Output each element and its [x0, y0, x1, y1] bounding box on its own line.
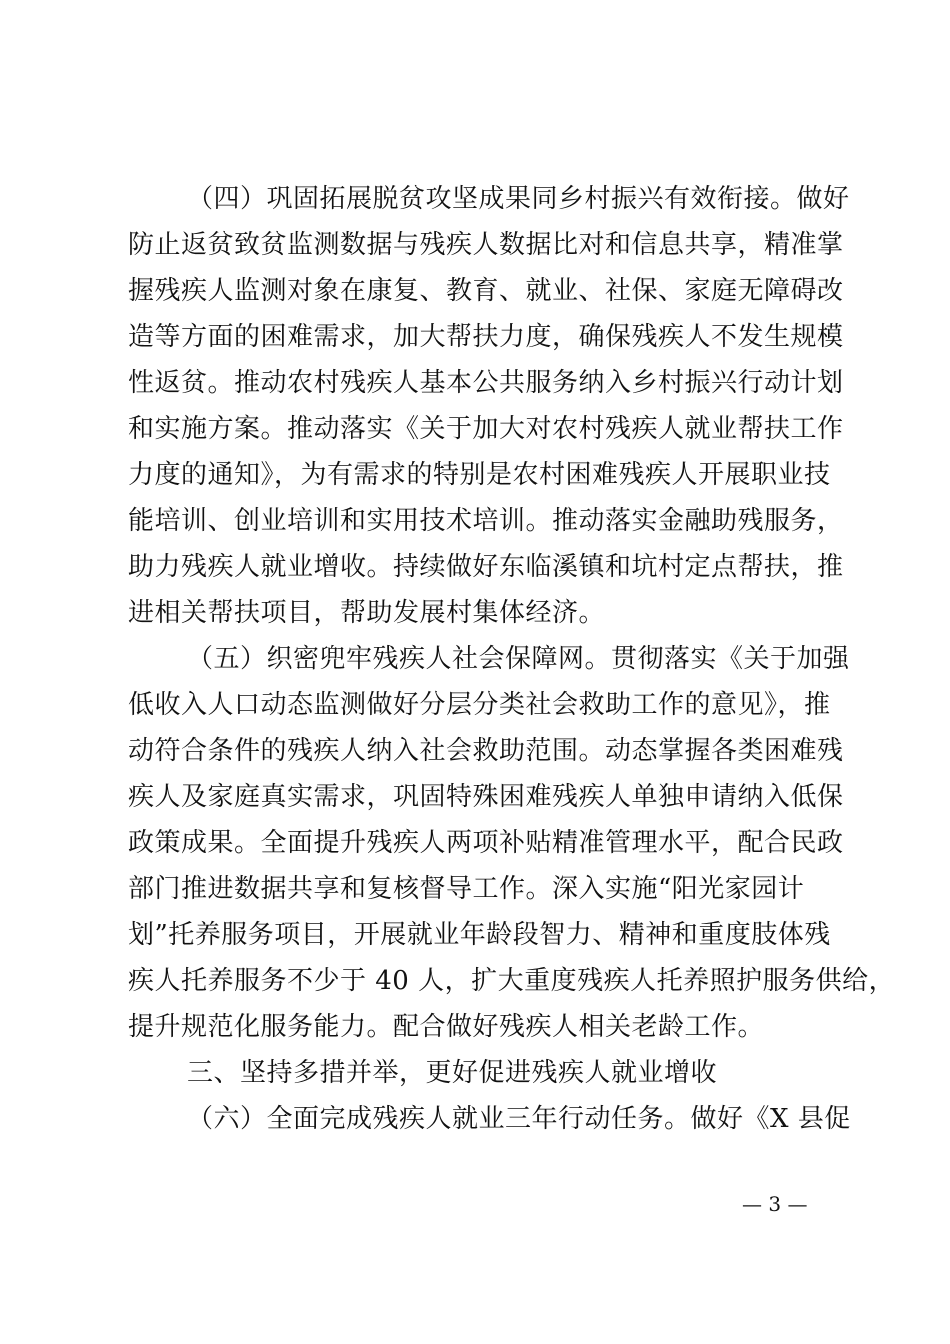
paragraph-4-line-6: 和实施方案。推动落实《关于加大对农村残疾人就业帮扶工作 [128, 414, 844, 444]
paragraph-5-line-9: 提升规范化服务能力。配合做好残疾人相关老龄工作。 [128, 1012, 765, 1042]
paragraph-4-line-10: 进相关帮扶项目，帮助发展村集体经济。 [128, 598, 606, 628]
paragraph-5-line-7: 划”托养服务项目，开展就业年龄段智力、精神和重度肢体残 [128, 920, 831, 950]
paragraph-5-line-1: （五）织密兜牢残疾人社会保障网。贯彻落实《关于加强 [187, 644, 850, 674]
paragraph-5-line-4: 疾人及家庭真实需求，巩固特殊困难残疾人单独申请纳入低保 [128, 782, 844, 812]
paragraph-5-line-8: 疾人托养服务不少于 40 人，扩大重度残疾人托养照护服务供给， [128, 966, 896, 996]
paragraph-5-line-5: 政策成果。全面提升残疾人两项补贴精准管理水平，配合民政 [128, 828, 844, 858]
paragraph-5-line-6: 部门推进数据共享和复核督导工作。深入实施“阳光家园计 [128, 874, 805, 904]
paragraph-5-line-2: 低收入人口动态监测做好分层分类社会救助工作的意见》，推 [128, 690, 831, 720]
page-number: — 3 — [742, 1192, 808, 1216]
paragraph-4-line-2: 防止返贫致贫监测数据与残疾人数据比对和信息共享，精准掌 [128, 230, 844, 260]
paragraph-4-line-7: 力度的通知》，为有需求的特别是农村困难残疾人开展职业技 [128, 460, 831, 490]
paragraph-4-line-4: 造等方面的困难需求，加大帮扶力度，确保残疾人不发生规模 [128, 322, 844, 352]
paragraph-5-line-3: 动符合条件的残疾人纳入社会救助范围。动态掌握各类困难残 [128, 736, 844, 766]
paragraph-4-line-9: 助力残疾人就业增收。持续做好东临溪镇和坑村定点帮扶，推 [128, 552, 844, 582]
paragraph-4-line-3: 握残疾人监测对象在康复、教育、就业、社保、家庭无障碍改 [128, 276, 844, 306]
paragraph-6-line-1: （六）全面完成残疾人就业三年行动任务。做好《X 县促 [187, 1104, 851, 1134]
paragraph-4-line-5: 性返贫。推动农村残疾人基本公共服务纳入乡村振兴行动计划 [128, 368, 844, 398]
section-3-heading: 三、坚持多措并举，更好促进残疾人就业增收 [187, 1058, 718, 1088]
paragraph-4-line-8: 能培训、创业培训和实用技术培训。推动落实金融助残服务， [128, 506, 844, 536]
paragraph-4-line-1: （四）巩固拓展脱贫攻坚成果同乡村振兴有效衔接。做好 [187, 184, 850, 214]
